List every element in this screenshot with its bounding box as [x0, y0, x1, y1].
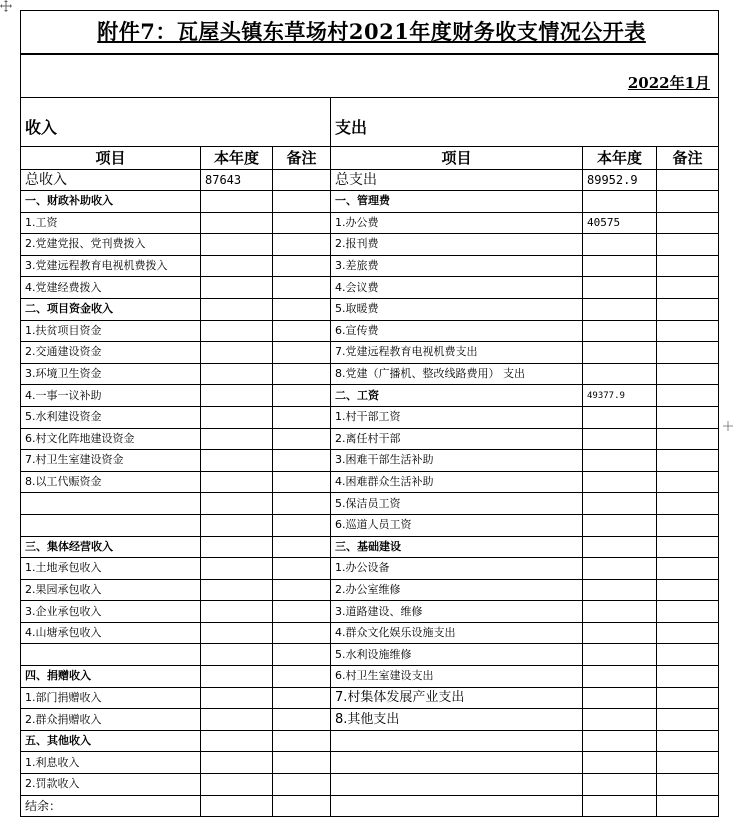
expense-label-cell: [331, 774, 583, 796]
expense-label-cell: 8.其他支出: [331, 709, 583, 731]
table-row: [21, 514, 719, 536]
income-label-cell: 1.工资: [21, 212, 201, 234]
income-note-cell: [273, 212, 331, 234]
income-label-cell: 3.环境卫生资金: [21, 363, 201, 385]
expense-label-cell: [331, 752, 583, 774]
expense-note-cell: [657, 666, 719, 688]
expense-note-cell: [657, 277, 719, 299]
expense-note-cell: [657, 234, 719, 256]
expense-note-cell: [657, 601, 719, 623]
table-row: [21, 450, 719, 472]
table-row: [21, 363, 719, 385]
table-row: [21, 234, 719, 256]
income-label-cell: 三、集体经营收入: [21, 536, 201, 558]
income-label-cell: 2.交通建设资金: [21, 342, 201, 364]
expense-note-cell: [657, 212, 719, 234]
expense-value-cell: 49377.9: [583, 385, 657, 407]
income-note-cell: [273, 363, 331, 385]
table-row: [21, 601, 719, 623]
expense-value-cell: [583, 342, 657, 364]
income-label-cell: 1.部门捐赠收入: [21, 687, 201, 709]
expense-value-cell: [583, 406, 657, 428]
expense-label-cell: 1.办公设备: [331, 558, 583, 580]
income-value-cell: [201, 320, 273, 342]
expense-value-cell: 40575: [583, 212, 657, 234]
income-note-cell: [273, 795, 331, 816]
table-row: [21, 709, 719, 731]
expense-value-cell: [583, 234, 657, 256]
income-label-cell: 2.罚款收入: [21, 774, 201, 796]
income-note-cell: [273, 450, 331, 472]
expense-label-cell: 5.取暖费: [331, 298, 583, 320]
expense-note-cell: [657, 514, 719, 536]
expense-note-cell: [657, 493, 719, 515]
move-handle-icon[interactable]: [0, 0, 12, 12]
income-value-cell: [201, 277, 273, 299]
income-label-cell: 四、捐赠收入: [21, 666, 201, 688]
expense-note-cell: [657, 774, 719, 796]
income-label-cell: 3.党建远程教育电视机费拨入: [21, 255, 201, 277]
income-value-cell: [201, 493, 273, 515]
income-note-cell: [273, 536, 331, 558]
income-note-cell: [273, 385, 331, 407]
income-value-cell: [201, 255, 273, 277]
table-row: [21, 687, 719, 709]
income-label-cell: 4.山塘承包收入: [21, 622, 201, 644]
expense-value-cell: [583, 687, 657, 709]
expense-label-cell: 7.村集体发展产业支出: [331, 687, 583, 709]
expense-label-cell: 4.困难群众生活补助: [331, 471, 583, 493]
income-label-cell: 五、其他收入: [21, 730, 201, 752]
total-expense-value: 89952.9: [583, 170, 657, 191]
income-note-cell: [273, 406, 331, 428]
income-label-cell: 2.党建党报、党刊费拨入: [21, 234, 201, 256]
total-expense-note: [657, 170, 719, 191]
income-label-cell: 7.村卫生室建设资金: [21, 450, 201, 472]
income-note-cell: [273, 471, 331, 493]
income-label-cell: 4.党建经费拨入: [21, 277, 201, 299]
expense-label-cell: 8.党建（广播机、整改线路费用） 支出: [331, 363, 583, 385]
expense-value-cell: [583, 298, 657, 320]
income-label-cell: 1.扶贫项目资金: [21, 320, 201, 342]
expense-value-cell: [583, 450, 657, 472]
expense-value-cell: [583, 622, 657, 644]
table-row: [21, 298, 719, 320]
expense-note-cell: [657, 558, 719, 580]
income-value-cell: [201, 622, 273, 644]
table-row: [21, 428, 719, 450]
income-label-cell: 4.一事一议补助: [21, 385, 201, 407]
table-row: [21, 752, 719, 774]
expense-label-cell: 5.保洁员工资: [331, 493, 583, 515]
table-row: [21, 191, 719, 213]
expense-label-cell: 2.办公室维修: [331, 579, 583, 601]
expense-label-cell: 6.宣传费: [331, 320, 583, 342]
table-row: [21, 795, 719, 816]
expense-note-cell: [657, 579, 719, 601]
income-value-cell: [201, 514, 273, 536]
income-value-cell: [201, 234, 273, 256]
expense-note-cell: [657, 687, 719, 709]
income-label-cell: 2.群众捐赠收入: [21, 709, 201, 731]
expense-value-cell: [583, 601, 657, 623]
table-row: [21, 342, 719, 364]
income-label-cell: [21, 493, 201, 515]
expense-label-cell: 3.差旅费: [331, 255, 583, 277]
expense-label-cell: 3.困难干部生活补助: [331, 450, 583, 472]
date-label: 2022年1月: [21, 54, 719, 98]
table-row: [21, 558, 719, 580]
expense-value-cell: [583, 277, 657, 299]
income-value-cell: [201, 752, 273, 774]
income-value-cell: [201, 450, 273, 472]
expense-note-cell: [657, 342, 719, 364]
expense-note-cell: [657, 795, 719, 816]
income-label-cell: [21, 514, 201, 536]
income-col-year: 本年度: [201, 147, 273, 170]
expense-label-cell: 6.巡道人员工资: [331, 514, 583, 536]
income-label-cell: 二、项目资金收入: [21, 298, 201, 320]
income-note-cell: [273, 709, 331, 731]
expense-label-cell: 1.村干部工资: [331, 406, 583, 428]
income-value-cell: [201, 406, 273, 428]
income-note-cell: [273, 277, 331, 299]
income-label-cell: 6.村文化阵地建设资金: [21, 428, 201, 450]
expense-label-cell: 3.道路建设、维修: [331, 601, 583, 623]
income-note-cell: [273, 622, 331, 644]
table-row: [21, 320, 719, 342]
income-value-cell: [201, 795, 273, 816]
expense-note-cell: [657, 406, 719, 428]
table-row: [21, 406, 719, 428]
income-label-cell: 2.果园承包收入: [21, 579, 201, 601]
income-label-cell: 结余：: [21, 795, 201, 816]
income-value-cell: [201, 342, 273, 364]
expense-col-note: 备注: [657, 147, 719, 170]
income-note-cell: [273, 558, 331, 580]
expense-label-cell: 一、管理费: [331, 191, 583, 213]
income-value-cell: [201, 363, 273, 385]
expense-value-cell: [583, 320, 657, 342]
income-note-cell: [273, 428, 331, 450]
expense-label-cell: 7.党建远程教育电视机费支出: [331, 342, 583, 364]
table-row: [21, 730, 719, 752]
expense-label-cell: 4.会议费: [331, 277, 583, 299]
income-value-cell: [201, 730, 273, 752]
table-row: [21, 536, 719, 558]
expense-note-cell: [657, 752, 719, 774]
income-value-cell: [201, 774, 273, 796]
expense-label-cell: 二、工资: [331, 385, 583, 407]
income-note-cell: [273, 342, 331, 364]
expense-value-cell: [583, 709, 657, 731]
expense-value-cell: [583, 493, 657, 515]
table-row: [21, 644, 719, 666]
income-value-cell: [201, 191, 273, 213]
total-expense-label: 总支出: [331, 170, 583, 191]
income-value-cell: [201, 666, 273, 688]
income-note-cell: [273, 320, 331, 342]
income-label-cell: 1.利息收入: [21, 752, 201, 774]
income-label-cell: [21, 644, 201, 666]
expense-note-cell: [657, 450, 719, 472]
income-label-cell: 3.企业承包收入: [21, 601, 201, 623]
income-note-cell: [273, 493, 331, 515]
income-note-cell: [273, 644, 331, 666]
income-note-cell: [273, 514, 331, 536]
add-row-icon[interactable]: [722, 420, 734, 432]
total-income-label: 总收入: [21, 170, 201, 191]
income-value-cell: [201, 687, 273, 709]
expense-value-cell: [583, 795, 657, 816]
expense-value-cell: [583, 255, 657, 277]
expense-note-cell: [657, 428, 719, 450]
table-row: [21, 579, 719, 601]
income-label-cell: 8.以工代赈资金: [21, 471, 201, 493]
finance-disclosure-table: [20, 10, 718, 817]
table-row: [21, 255, 719, 277]
expense-note-cell: [657, 298, 719, 320]
income-label-cell: 一、财政补助收入: [21, 191, 201, 213]
expense-value-cell: [583, 363, 657, 385]
income-note-cell: [273, 687, 331, 709]
expense-value-cell: [583, 191, 657, 213]
income-label-cell: 5.水利建设资金: [21, 406, 201, 428]
table-row: [21, 666, 719, 688]
expense-value-cell: [583, 730, 657, 752]
expense-value-cell: [583, 774, 657, 796]
expense-note-cell: [657, 730, 719, 752]
expense-value-cell: [583, 666, 657, 688]
income-value-cell: [201, 471, 273, 493]
expense-col-item: 项目: [331, 147, 583, 170]
income-value-cell: [201, 428, 273, 450]
expense-value-cell: [583, 428, 657, 450]
expense-section-label: 支出: [331, 98, 719, 147]
expense-label-cell: 4.群众文化娱乐设施支出: [331, 622, 583, 644]
income-col-item: 项目: [21, 147, 201, 170]
income-value-cell: [201, 536, 273, 558]
expense-value-cell: [583, 514, 657, 536]
income-note-cell: [273, 666, 331, 688]
table-row: [21, 212, 719, 234]
expense-note-cell: [657, 191, 719, 213]
expense-label-cell: [331, 795, 583, 816]
income-value-cell: [201, 298, 273, 320]
expense-note-cell: [657, 255, 719, 277]
table-row: [21, 471, 719, 493]
income-note-cell: [273, 774, 331, 796]
expense-note-cell: [657, 471, 719, 493]
income-value-cell: [201, 385, 273, 407]
title-cell: [21, 11, 719, 55]
income-value-cell: [201, 644, 273, 666]
expense-value-cell: [583, 752, 657, 774]
income-note-cell: [273, 234, 331, 256]
table-row: [21, 385, 719, 407]
expense-note-cell: [657, 363, 719, 385]
expense-note-cell: [657, 536, 719, 558]
expense-col-year: 本年度: [583, 147, 657, 170]
expense-label-cell: 三、基础建设: [331, 536, 583, 558]
expense-note-cell: [657, 709, 719, 731]
table-row: [21, 277, 719, 299]
expense-label-cell: 6.村卫生室建设支出: [331, 666, 583, 688]
income-note-cell: [273, 601, 331, 623]
income-note-cell: [273, 255, 331, 277]
income-note-cell: [273, 752, 331, 774]
income-section-label: 收入: [21, 98, 331, 147]
total-income-value: 87643: [201, 170, 273, 191]
page-title: 附件7：瓦屋头镇东草场村2021年度财务收支情况公开表: [97, 19, 646, 44]
income-note-cell: [273, 191, 331, 213]
expense-label-cell: [331, 730, 583, 752]
expense-label-cell: 5.水利设施维修: [331, 644, 583, 666]
expense-value-cell: [583, 579, 657, 601]
expense-label-cell: 1.办公费: [331, 212, 583, 234]
table-row: [21, 493, 719, 515]
expense-value-cell: [583, 558, 657, 580]
expense-label-cell: 2.离任村干部: [331, 428, 583, 450]
total-income-note: [273, 170, 331, 191]
expense-note-cell: [657, 320, 719, 342]
income-value-cell: [201, 558, 273, 580]
income-value-cell: [201, 709, 273, 731]
income-value-cell: [201, 579, 273, 601]
expense-note-cell: [657, 622, 719, 644]
expense-note-cell: [657, 644, 719, 666]
expense-label-cell: 2.报刊费: [331, 234, 583, 256]
income-note-cell: [273, 298, 331, 320]
expense-value-cell: [583, 644, 657, 666]
expense-note-cell: [657, 385, 719, 407]
income-note-cell: [273, 730, 331, 752]
income-note-cell: [273, 579, 331, 601]
income-col-note: 备注: [273, 147, 331, 170]
table-row: [21, 622, 719, 644]
income-value-cell: [201, 212, 273, 234]
income-value-cell: [201, 601, 273, 623]
income-label-cell: 1.土地承包收入: [21, 558, 201, 580]
expense-value-cell: [583, 471, 657, 493]
expense-value-cell: [583, 536, 657, 558]
table-row: [21, 774, 719, 796]
